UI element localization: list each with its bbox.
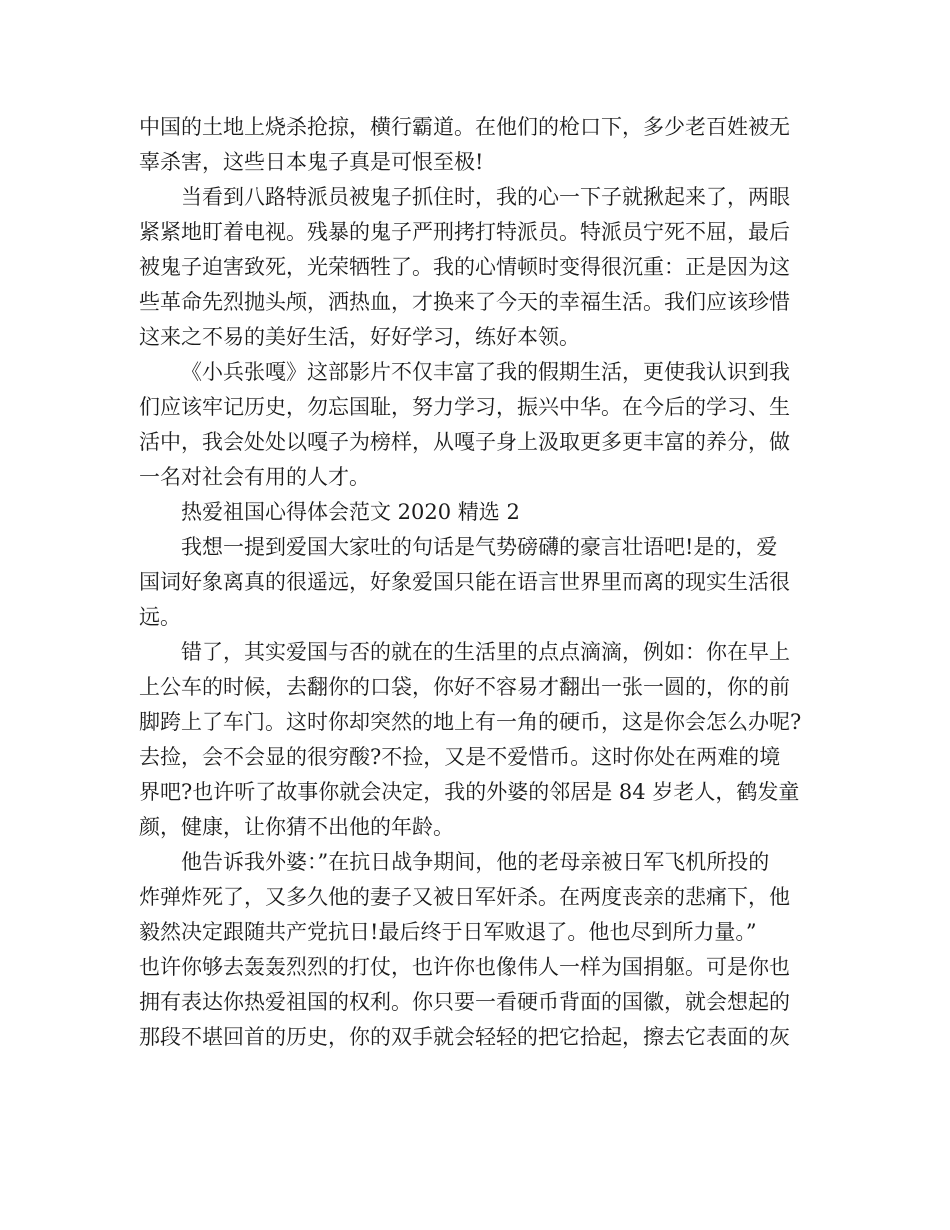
document-body [139,110,819,1055]
text-line: 国词好象离真的很遥远，好象爱国只能在语言世界里而离的现实生活很 [139,570,790,594]
text-line: 一名对社会有用的人才。 [139,465,370,489]
paragraph-first-line: 他告诉我外婆：”在抗日战争期间，他的老母亲被日军飞机所投的 [181,850,770,874]
paragraph-first-line: 错了，其实爱国与否的就在的生活里的点点滴滴，例如：你在早上 [181,640,790,664]
paragraph-first-line: 《小兵张嘎》这部影片不仅丰富了我的假期生活，更使我认识到我 [181,360,790,384]
paragraph-first-line: 我想一提到爱国大家吐的句话是气势磅礴的豪言壮语吧!是的，爱 [181,535,778,559]
text-line: 辜杀害，这些日本鬼子真是可恨至极! [139,150,484,174]
text-line: 们应该牢记历史，勿忘国耻，努力学习，振兴中华。在今后的学习、生 [139,395,790,419]
text-line: 紧紧地盯着电视。残暴的鬼子严刑拷打特派员。特派员宁死不屈，最后 [139,220,790,244]
text-line: 被鬼子迫害致死，光荣牺牲了。我的心情顿时变得很沉重：正是因为这 [139,255,790,279]
paragraph-first-line: 当看到八路特派员被鬼子抓住时，我的心一下子就揪起来了，两眼 [181,185,790,209]
text-line: 这来之不易的美好生活，好好学习，练好本领。 [139,325,580,349]
text-line: 颜，健康，让你猜不出他的年龄。 [139,815,454,839]
text-line: 毅然决定跟随共产党抗日!最后终于日军败退了。他也尽到所力量。” [139,920,757,944]
text-line: 脚跨上了车门。这时你却突然的地上有一角的硬币，这是你会怎么办呢? [139,710,802,734]
text-line: 去捡，会不会显的很穷酸?不捡，又是不爱惜币。这时你处在两难的境 [139,745,781,769]
text-line: 界吧?也许听了故事你就会决定，我的外婆的邻居是 84 岁老人，鹤发童 [139,780,800,804]
text-line: 炸弹炸死了，又多久他的妻子又被日军奸杀。在两度丧亲的悲痛下，他 [139,885,790,909]
text-line: 也许你够去轰轰烈烈的打仗，也许你也像伟人一样为国捐躯。可是你也 [139,955,790,979]
paragraph-first-line: 热爱祖国心得体会范文 2020 精选 2 [181,500,520,524]
text-line: 些革命先烈抛头颅，洒热血，才换来了今天的幸福生活。我们应该珍惜 [139,290,790,314]
text-line: 上公车的时候，去翻你的口袋，你好不容易才翻出一张一圆的，你的前 [139,675,790,699]
text-line: 拥有表达你热爱祖国的权利。你只要一看硬币背面的国徽，就会想起的 [139,990,790,1014]
text-line: 活中，我会处处以嘎子为榜样，从嘎子身上汲取更多更丰富的养分，做 [139,430,790,454]
text-line: 中国的土地上烧杀抢掠，横行霸道。在他们的枪口下，多少老百姓被无 [139,115,790,139]
text-line: 远。 [139,605,181,629]
text-line: 那段不堪回首的历史，你的双手就会轻轻的把它拾起，擦去它表面的灰 [139,1025,790,1049]
